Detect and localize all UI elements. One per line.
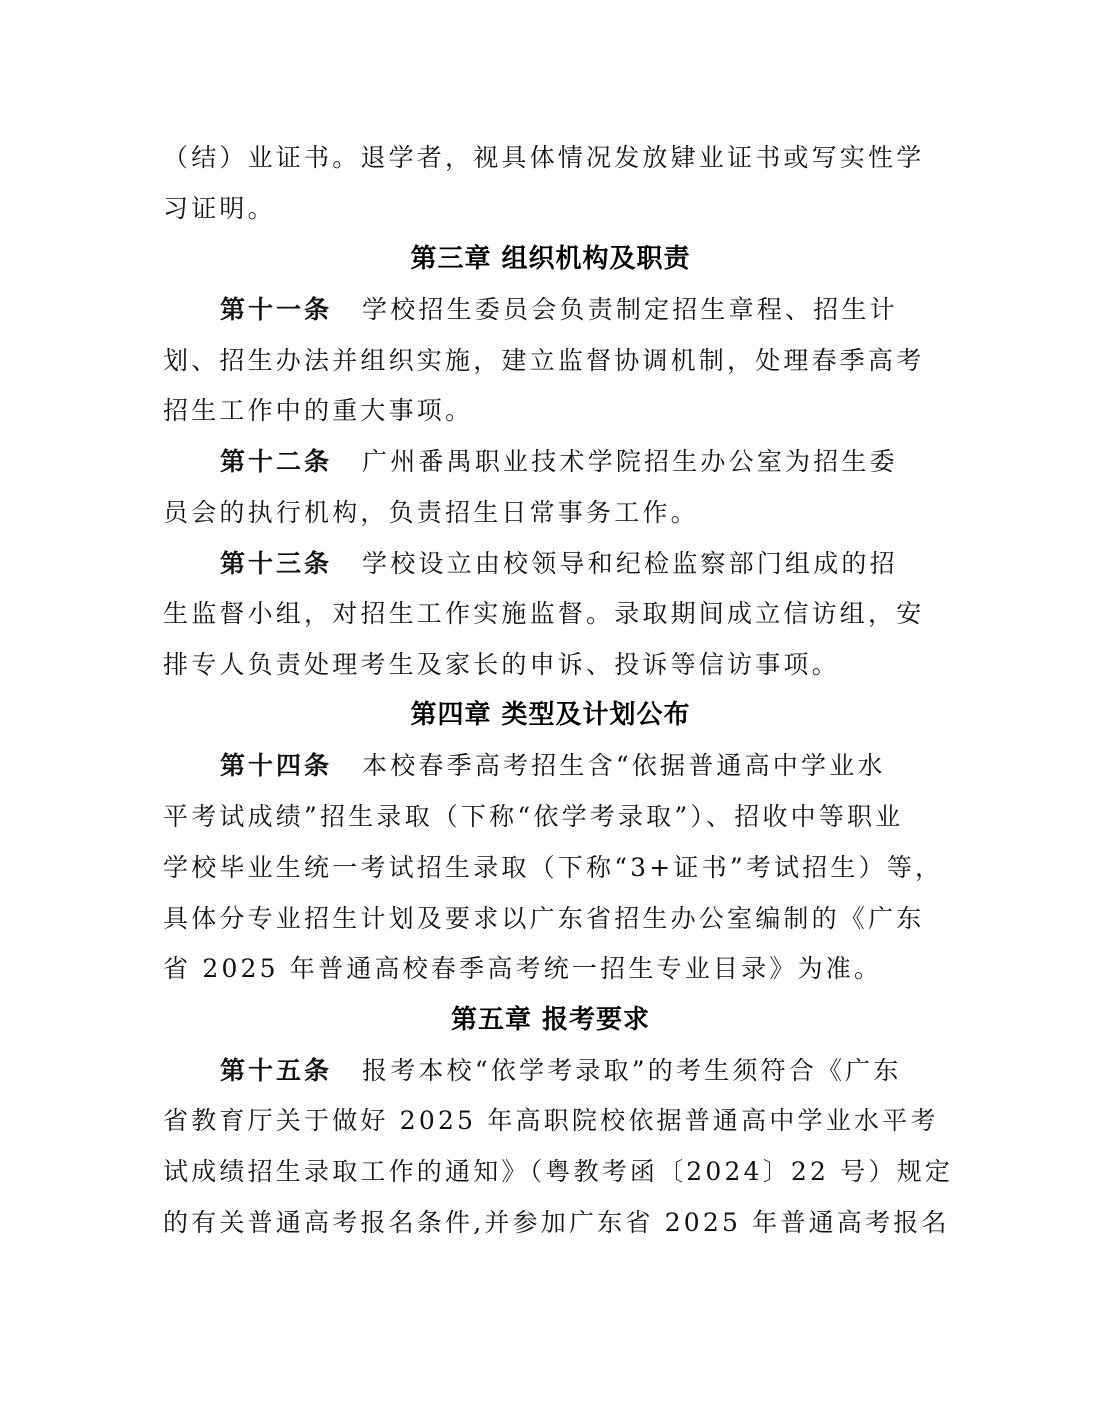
article-text: 广州番禺职业技术学院招生办公室为招生委 (362, 447, 898, 476)
paragraph-line: 试成绩招生录取工作的通知》（粤教考函〔2024〕22 号）规定 (163, 1157, 954, 1186)
paragraph-line: 习证明。 (163, 194, 276, 223)
paragraph-line: 员会的执行机构，负责招生日常事务工作。 (163, 498, 699, 527)
paragraph-line: 省 2025 年普通高校春季高考统一招生专业目录》为准。 (163, 954, 883, 983)
paragraph-line: 的有关普通高考报名条件,并参加广东省 2025 年普通高考报名 (163, 1208, 950, 1237)
article-text: 报考本校“依学考录取”的考生须符合《广东 (362, 1056, 902, 1085)
article-first-line (220, 1056, 943, 1086)
article-number: 第十四条 (220, 751, 333, 780)
chapter-heading: 第三章 组织机构及职责 (410, 244, 691, 274)
paragraph-line: 平考试成绩”招生录取（下称“依学考录取”）、招收中等职业 (163, 802, 904, 831)
article-number: 第十五条 (220, 1056, 333, 1085)
paragraph-line: 具体分专业招生计划及要求以广东省招生办公室编制的《广东 (163, 904, 925, 933)
article-first-line (220, 447, 943, 477)
paragraph-line: 招生工作中的重大事项。 (163, 396, 474, 425)
article-first-line (220, 751, 943, 781)
article-text: 本校春季高考招生含“依据普通高中学业水 (362, 751, 886, 780)
chapter-heading: 第四章 类型及计划公布 (410, 700, 691, 730)
paragraph-line: 省教育厅关于做好 2025 年高职院校依据普通高中学业水平考 (163, 1106, 939, 1135)
paragraph-line: （结）业证书。退学者，视具体情况发放肄业证书或写实性学 (163, 143, 925, 172)
paragraph-line: 划、招生办法并组织实施，建立监督协调机制，处理春季高考 (163, 346, 925, 375)
paragraph-line: 生监督小组，对招生工作实施监督。录取期间成立信访组，安 (163, 599, 925, 628)
article-number: 第十三条 (220, 549, 333, 578)
article-first-line (220, 295, 943, 325)
article-number: 第十二条 (220, 447, 333, 476)
chapter-heading: 第五章 报考要求 (450, 1005, 651, 1035)
paragraph-line: 学校毕业生统一考试招生录取（下称“3+证书”考试招生）等， (163, 853, 944, 882)
article-number: 第十一条 (220, 295, 333, 324)
article-first-line (220, 549, 943, 579)
article-text: 学校招生委员会负责制定招生章程、招生计 (362, 295, 898, 324)
article-text: 学校设立由校领导和纪检监察部门组成的招 (362, 549, 898, 578)
paragraph-line: 排专人负责处理考生及家长的申诉、投诉等信访事项。 (163, 650, 840, 679)
